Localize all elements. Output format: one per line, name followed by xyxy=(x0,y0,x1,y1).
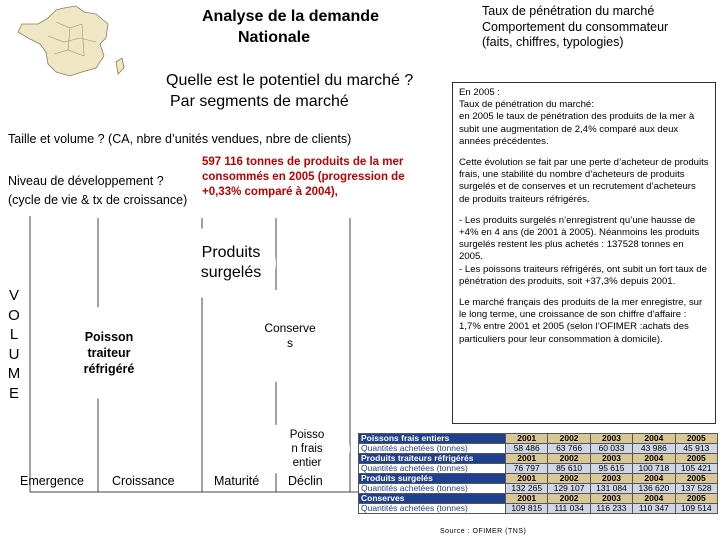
top-right-line2: Comportement du consommateur xyxy=(482,19,669,34)
bubble-conserves xyxy=(242,288,338,384)
table-year-cell: 2004 xyxy=(633,434,675,444)
table-row-label: Quantités achetées (tonnes) xyxy=(359,444,506,454)
volume-letter: E xyxy=(8,384,19,402)
info-paragraph-3 xyxy=(459,215,709,288)
table-value-cell: 85 610 xyxy=(548,464,590,474)
table-year-cell: 2004 xyxy=(633,474,675,484)
table-value-cell: 63 766 xyxy=(548,444,590,454)
bubble-surgeles-label: Produits surgelés xyxy=(200,244,262,281)
table-value-cell: 132 265 xyxy=(506,484,548,494)
phase-declin: Déclin xyxy=(288,474,323,488)
bubble-surgeles xyxy=(186,218,276,308)
table-year-cell: 2005 xyxy=(675,454,717,464)
volume-letter: O xyxy=(8,306,20,324)
table-value-cell: 76 797 xyxy=(506,464,548,474)
phase-emergence: Emergence xyxy=(20,474,84,488)
table-row-label: Poissons frais entiers xyxy=(359,434,506,444)
phase-croissance: Croissance xyxy=(112,474,175,488)
table-row xyxy=(359,454,718,464)
table-value-cell: 131 084 xyxy=(590,484,632,494)
title-line2: Nationale xyxy=(238,29,311,46)
info-paragraph-4: Le marché français des produits de la mer enregistre, sur le long terme, une croissance de son chiffre d’affaire : 1,7% entre 2001 et 2005 (selon l’OFIMER :achats des particuliers pour leur consommation à domicile). xyxy=(459,297,703,345)
table-value-cell: 105 421 xyxy=(675,464,717,474)
table-value-cell: 116 233 xyxy=(590,504,632,514)
table-year-cell: 2004 xyxy=(633,494,675,504)
volume-letter: M xyxy=(7,365,21,382)
volume-letter: U xyxy=(8,345,20,363)
table-value-cell: 58 486 xyxy=(506,444,548,454)
table-row-label: Produits traiteurs réfrigérés xyxy=(359,454,506,464)
table-value-cell: 136 620 xyxy=(633,484,675,494)
table-row xyxy=(359,434,718,444)
table-value-cell: 110 347 xyxy=(633,504,675,514)
highlight-text: 597 116 tonnes de produits de la mer consommés en 2005 (progression de +0,33% comparé à 2004), xyxy=(202,156,405,198)
question-line2: Par segments de marché xyxy=(170,93,349,110)
info-paragraph-2: Cette évolution se fait par une perte d’acheteur de produits frais, une stabilité du nombre d’acheteurs de produits surgelés et de conserves et un recrutement d’acheteurs de produits traiteurs réfrigérés. xyxy=(459,157,709,205)
table-row-label: Quantités achetées (tonnes) xyxy=(359,464,506,474)
info-p1-line: Taux de pénétration du marché: xyxy=(459,99,594,111)
table-year-cell: 2002 xyxy=(548,494,590,504)
top-right-line1: Taux de pénétration du marché xyxy=(482,4,655,18)
table-value-cell: 45 913 xyxy=(675,444,717,454)
bubble-poisson-traiteur xyxy=(62,306,156,400)
source-note: Source : OFIMER (TNS) xyxy=(440,528,527,535)
table-year-cell: 2005 xyxy=(675,474,717,484)
table-value-cell: 137 528 xyxy=(675,484,717,494)
table-row xyxy=(359,504,718,514)
phase-maturite: Maturité xyxy=(214,474,260,488)
table-year-cell: 2003 xyxy=(590,434,632,444)
table-year-cell: 2005 xyxy=(675,434,717,444)
table-year-cell: 2002 xyxy=(548,434,590,444)
volume-letter: L xyxy=(9,326,19,343)
table-value-cell: 109 514 xyxy=(675,504,717,514)
table-year-cell: 2002 xyxy=(548,474,590,484)
table-row-label: Produits surgelés xyxy=(359,474,506,484)
bubble-poisson-traiteur-label: Poisson traiteur réfrigéré xyxy=(83,330,135,376)
table-row-label: Conserves xyxy=(359,494,506,504)
table-row xyxy=(359,444,718,454)
table-value-cell: 43 986 xyxy=(633,444,675,454)
info-p3-line: - Les produits surgelés n’enregistrent qu’une hausse de +4% en 4 ans (de 2001 à 2005). Néanmoins les produits surgelés restent les plus achetés : 137528 tonnes en 2005. xyxy=(459,214,700,263)
table-row-label: Quantités achetées (tonnes) xyxy=(359,504,506,514)
info-paragraph-1 xyxy=(459,87,709,148)
table-row-label: Quantités achetées (tonnes) xyxy=(359,484,506,494)
table-year-cell: 2002 xyxy=(548,454,590,464)
bubble-poisson-frais-label: Poisso n frais entier xyxy=(289,429,325,469)
info-p1-line: en 2005 le taux de pénétration des produits de la mer à subit une augmentation de 2,4% comparé aux deux années précédentes. xyxy=(459,111,695,147)
niveau-line1: Niveau de développement ? xyxy=(8,174,164,188)
volume-axis-label xyxy=(4,286,24,403)
table-value-cell: 100 718 xyxy=(633,464,675,474)
bubble-conserves-label: Conserve s xyxy=(264,321,316,350)
table-value-cell: 60 033 xyxy=(590,444,632,454)
table-year-cell: 2003 xyxy=(590,454,632,464)
table-row xyxy=(359,464,718,474)
table-row xyxy=(359,484,718,494)
info-box xyxy=(452,82,716,424)
volume-letter: V xyxy=(8,287,19,304)
table-year-cell: 2004 xyxy=(633,454,675,464)
quantities-table xyxy=(358,433,718,514)
table-year-cell: 2001 xyxy=(506,474,548,484)
table-year-cell: 2003 xyxy=(590,494,632,504)
top-right-line3: (faits, chiffres, typologies) xyxy=(482,35,624,49)
table-year-cell: 2005 xyxy=(675,494,717,504)
table-year-cell: 2001 xyxy=(506,494,548,504)
question-line1: Quelle est le potentiel du marché ? xyxy=(166,72,414,89)
table-year-cell: 2001 xyxy=(506,454,548,464)
info-p3-line: - Les poissons traiteurs réfrigérés, ont subit un fort taux de pénétration des produits, soit +37,3% depuis 2001. xyxy=(459,263,707,287)
info-p1-line: En 2005 : xyxy=(459,87,501,98)
table-value-cell: 129 107 xyxy=(548,484,590,494)
table-row xyxy=(359,474,718,484)
title-line1: Analyse de la demande xyxy=(202,8,379,25)
table-value-cell: 111 034 xyxy=(548,504,590,514)
table-value-cell: 95 615 xyxy=(590,464,632,474)
table-value-cell: 109 815 xyxy=(506,504,548,514)
taille-text: Taille et volume ? (CA, nbre d’unités vendues, nbre de clients) xyxy=(8,132,352,146)
table-row xyxy=(359,494,718,504)
table-year-cell: 2003 xyxy=(590,474,632,484)
niveau-line2: (cycle de vie & tx de croissance) xyxy=(8,193,188,207)
table-year-cell: 2001 xyxy=(506,434,548,444)
